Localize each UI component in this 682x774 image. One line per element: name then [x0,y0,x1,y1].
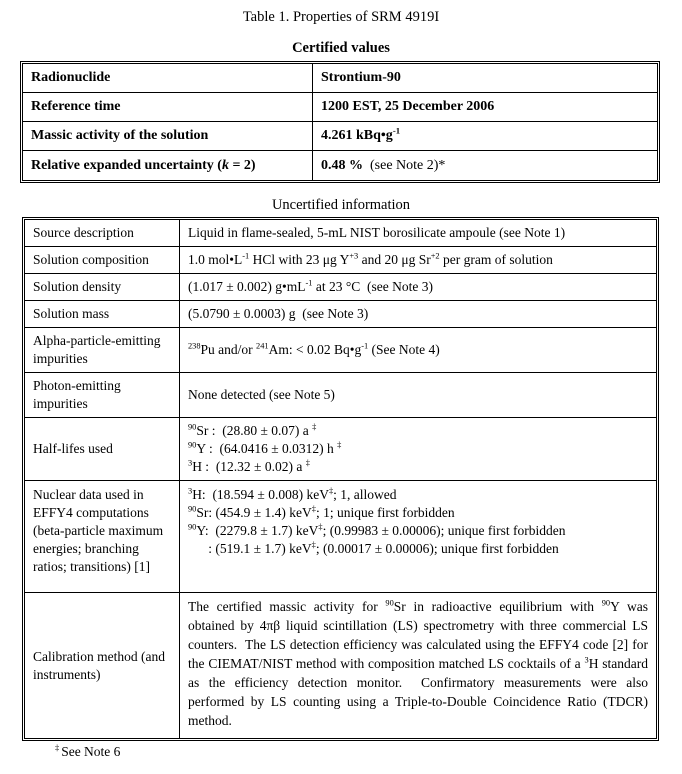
row-value: (5.0790 ± 0.0003) g (see Note 3) [180,301,656,328]
row-value: $^{238}$Pu and/or $^{241}$Am: < 0.02 $Bq•g^{-1}$ (See Note 4) [180,328,656,373]
certified-heading: Certified values [292,40,390,56]
row-value: The certified massic activity for $^{90}$Sr in radioactive equilibrium with $^{90}$Y was obtained by 4πβ liquid scintillation (LS) spectrometry with three commercial LS counters. The LS detection efficiency was calculated using the EFFY4 code [2] for the CIEMAT/NIST method with composition matched LS cocktails of a $^3$H standard as the efficiency detection monitor. Confirmatory measurements were also performed by LS counting using a Triple-to-Double Coincidence Ratio (TDCR) method. [188,598,649,728]
row-label: Massic activity of the solution [23,122,313,151]
nuclear-data-y90-branch1: $^{90}$Y: (2279.8 ± 1.7) keV‡; (0.99983 ± 0.00006); unique first forbidden [188,522,566,538]
table-row-solution-composition [25,247,656,274]
row-value-cell [313,93,657,122]
row-label: Solution density [25,274,180,301]
half-life-sr90: $^{90}$Sr : (28.80 ± 0.07) a ‡ [188,422,317,438]
table-row-half-lifes [25,418,656,481]
table-row-reference-time [23,93,657,122]
double-dagger-marker: ‡ [55,743,60,753]
row-value: Liquid in flame-sealed, 5-mL NIST borosilicate ampoule (see Note 1) [180,220,656,247]
nuclear-data-y90-branch2: : (519.1 ± 1.7) keV‡; (0.00017 ± 0.00006); unique first forbidden [188,540,559,556]
row-value: (1.017 ± 0.002) $g•mL^{-1}$ at 23 °C (see Note 3) [180,274,656,301]
row-value: 1.0 $mol•L^{-1}$ HCl with 23 μg $Y^{+3}$ and 20 μg $Sr^{+2}$ per gram of solution [180,247,656,274]
row-value-cell [180,418,656,481]
row-label: Alpha-particle-emitting impurities [25,328,180,373]
half-life-y90: $^{90}$Y : (64.0416 ± 0.0312) h ‡ [188,440,342,456]
table-row-massic-activity [23,122,657,151]
row-note: (see Note 2)* [370,157,446,173]
row-label: Photon-emitting impurities [25,373,180,418]
table-row-nuclear-data [25,481,656,593]
row-value: 1200 EST, 25 December 2006 [321,99,495,114]
table-row-solution-mass [25,301,656,328]
row-value: 4.261 $kBq•g^{-1}$ [321,125,401,143]
row-value-cell [180,481,656,593]
table-row-solution-density [25,274,656,301]
row-value: Strontium-90 [321,70,401,85]
uncertified-table [22,217,659,741]
row-label: Relative expanded uncertainty (k = 2) [23,151,313,180]
uncertified-heading: Uncertified information [271,197,411,213]
certified-table [20,61,660,183]
table-row-uncertainty [23,151,657,180]
row-value-cell [313,64,657,93]
footnote [55,744,682,760]
table-row-photon-impurities [25,373,656,418]
table-row-source-description [25,220,656,247]
row-label: Calibration method (and instruments) [25,593,180,738]
row-label: Solution composition [25,247,180,274]
row-value: None detected (see Note 5) [180,373,656,418]
row-label: Nuclear data used in EFFY4 computations (beta-particle maximum energies; branching ratios; transitions) [1] [25,481,180,593]
nuclear-data-h3: $^3$H: (18.594 ± 0.008) keV‡; 1, allowed [188,486,397,502]
table-row-radionuclide [23,64,657,93]
row-value: 0.48 % [321,157,363,173]
table-row-alpha-impurities [25,328,656,373]
row-label: Radionuclide [23,64,313,93]
page-title: Table 1. Properties of SRM 4919I [242,9,440,25]
footnote-text: See Note 6 [61,744,121,759]
row-label: Solution mass [25,301,180,328]
row-label: Source description [25,220,180,247]
nuclear-data-sr90: $^{90}$Sr: (454.9 ± 1.4) keV‡; 1; unique first forbidden [188,504,455,520]
row-label: Reference time [23,93,313,122]
row-value-cell [313,151,657,180]
half-life-h3: $^3$H : (12.32 ± 0.02) a ‡ [188,458,310,474]
row-label: Half-lifes used [25,418,180,481]
row-value-cell [313,122,657,151]
table-row-calibration-method [25,593,656,738]
